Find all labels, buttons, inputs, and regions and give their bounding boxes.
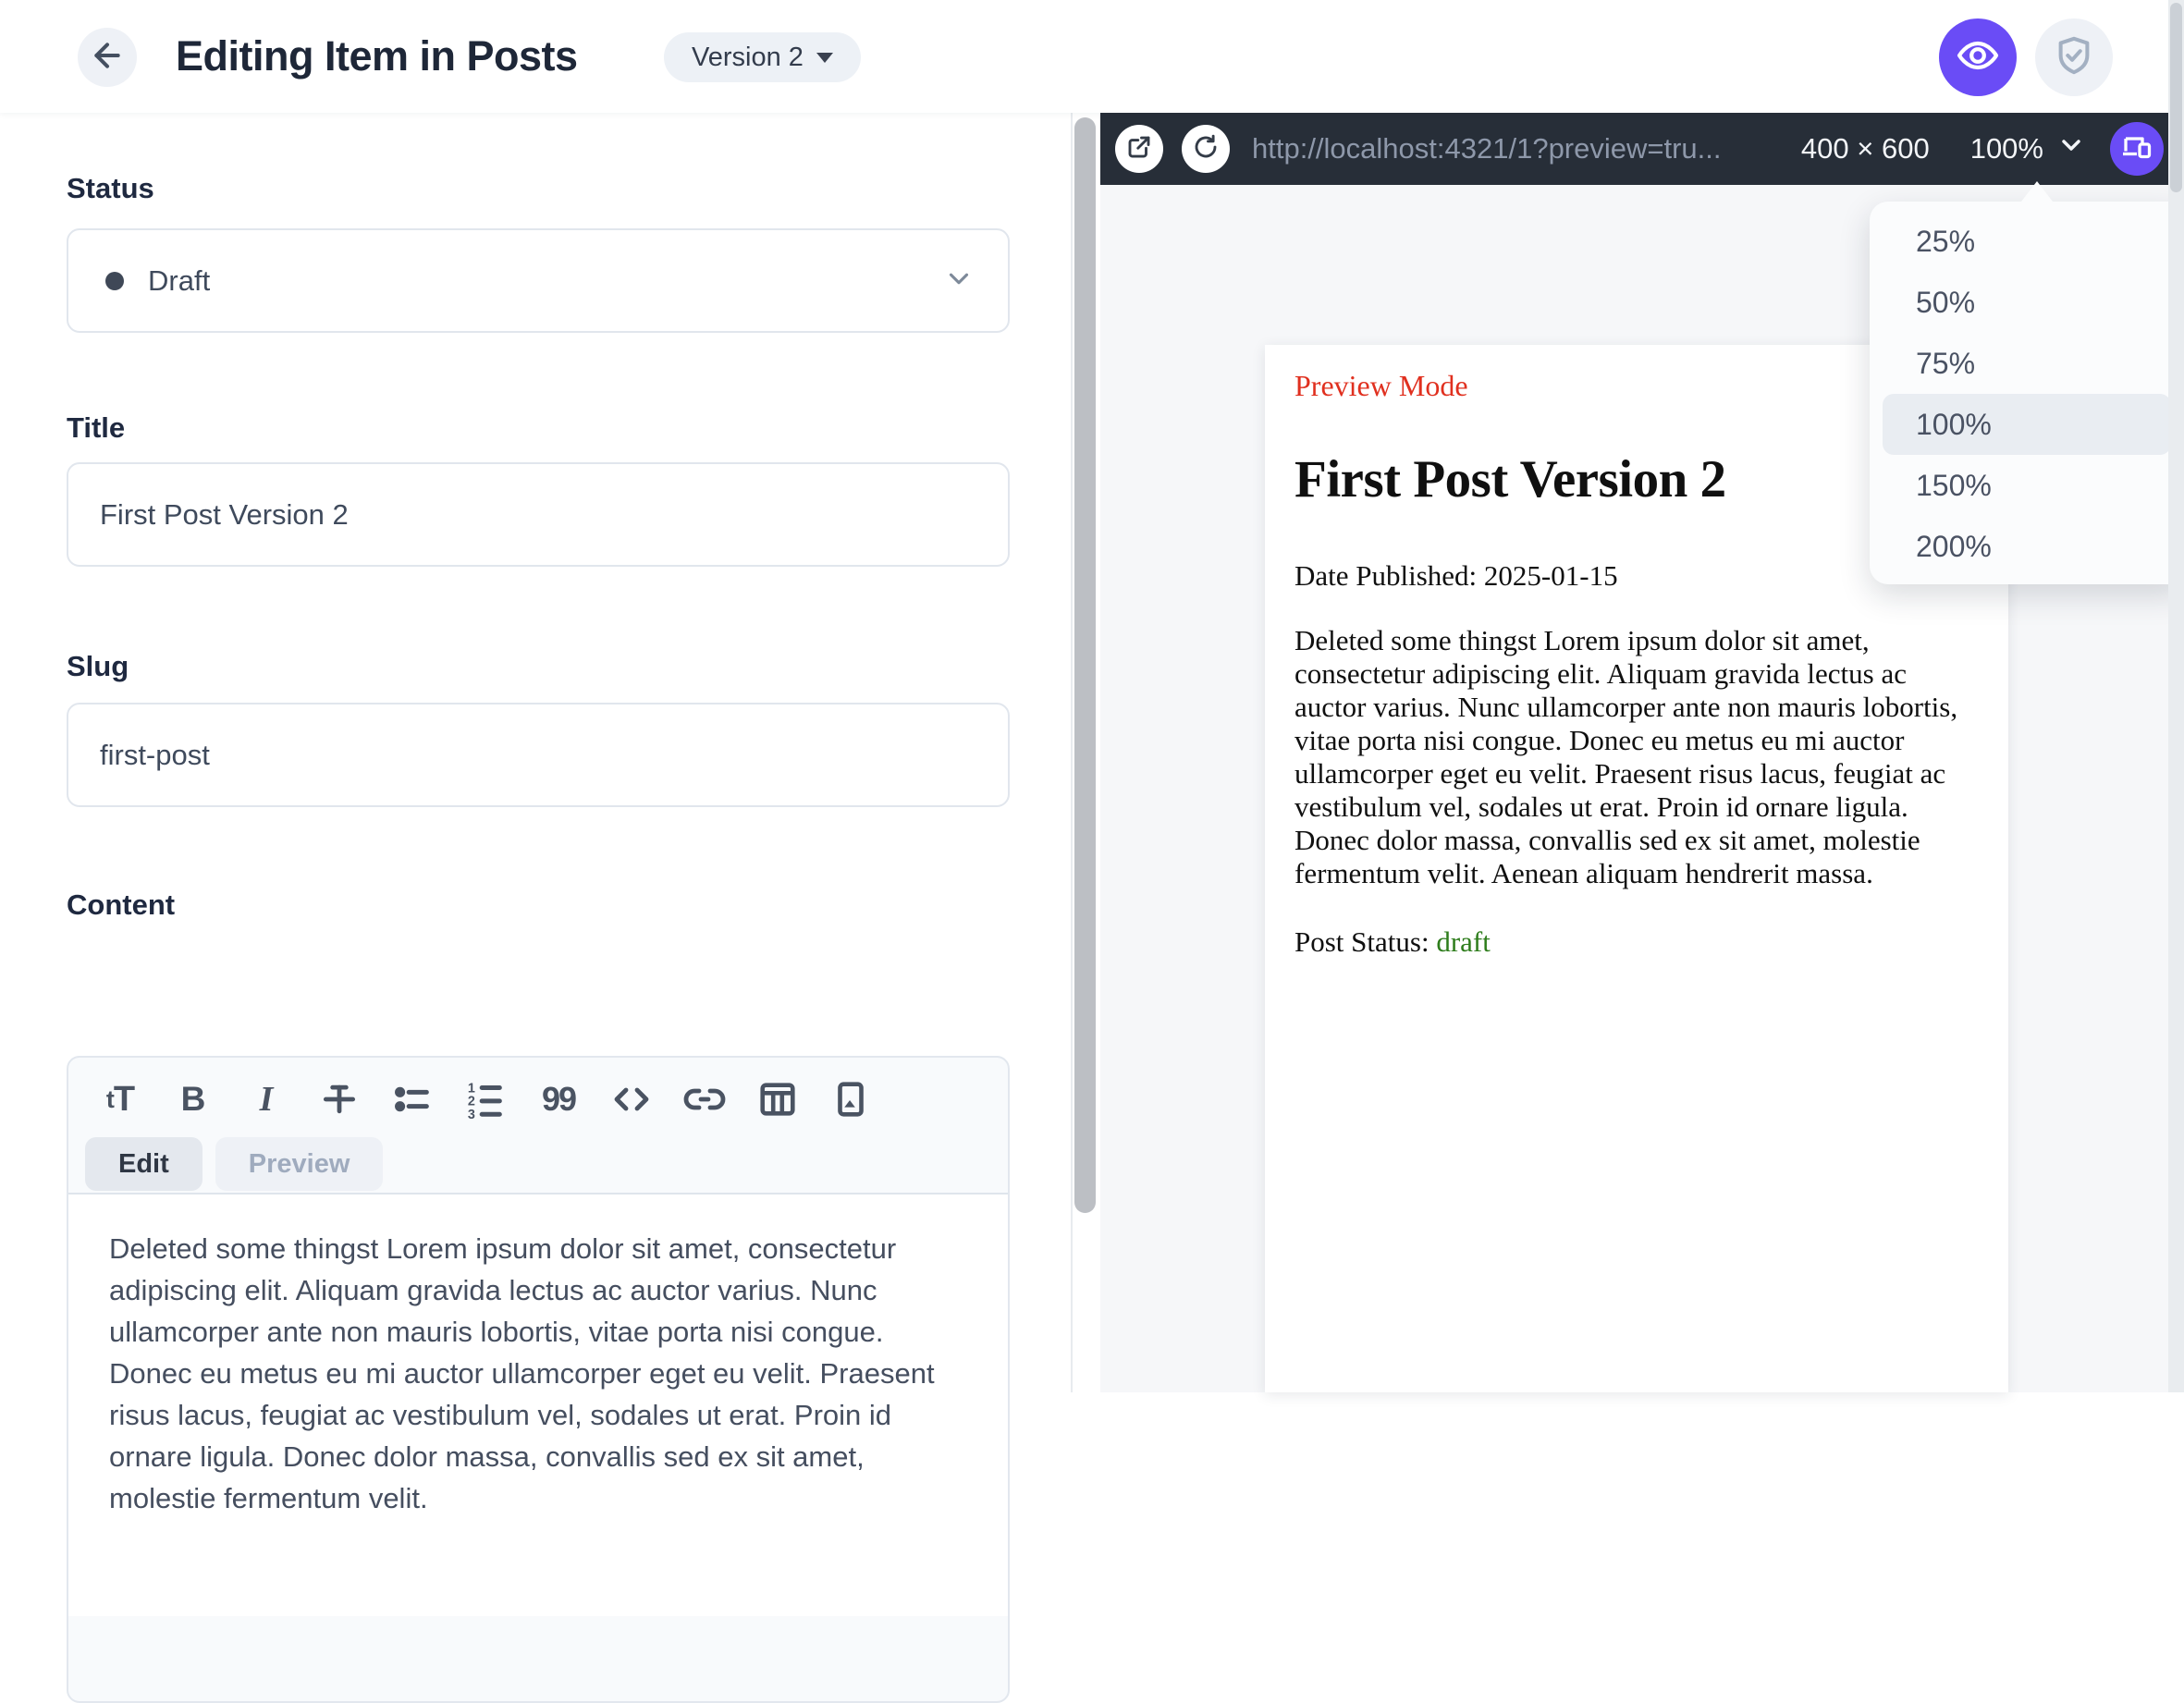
back-button[interactable] bbox=[78, 28, 137, 87]
svg-text:1: 1 bbox=[467, 1081, 475, 1097]
slug-input-value: first-post bbox=[100, 738, 210, 771]
preview-toggle-button[interactable] bbox=[1939, 18, 2017, 96]
content-textarea[interactable]: Deleted some thingst Lorem ipsum dolor sit amet, consectetur adipiscing elit. Aliquam gravida lectus ac auctor varius. Nunc ullamcorper ante non mauris lobortis, vitae porta nisi congue. Donec eu metus eu mi auctor ullamcorper eget eu velit. Praesent risus lacus, feugiat ac vestibulum vel, sodales ut erat. Proin id ornare ligula. Donec dolor massa, convallis sed ex sit amet, molestie fermentum velit. bbox=[68, 1195, 1008, 1616]
form-panel-scrollbar[interactable] bbox=[1074, 117, 1096, 1213]
zoom-option-100[interactable]: 100% bbox=[1883, 394, 2171, 455]
ordered-list-icon[interactable] bbox=[463, 1077, 508, 1121]
chevron-down-icon bbox=[943, 263, 975, 299]
version-label: Version 2 bbox=[692, 42, 804, 72]
preview-mode-banner: Preview Mode bbox=[1294, 369, 1468, 402]
window-scrollbar-thumb[interactable] bbox=[2170, 3, 2182, 192]
preview-toolbar bbox=[1100, 113, 2184, 185]
open-in-new-button[interactable] bbox=[1115, 125, 1163, 173]
title-input-value: First Post Version 2 bbox=[100, 497, 349, 531]
chevron-down-icon bbox=[816, 53, 833, 63]
zoom-menu-caret bbox=[2021, 181, 2053, 202]
preview-status: Post Status: draft bbox=[1294, 925, 1491, 958]
zoom-option-50[interactable]: 50% bbox=[1916, 285, 1976, 319]
arrow-left-icon bbox=[89, 37, 126, 79]
window-scrollbar[interactable] bbox=[2168, 0, 2184, 1392]
eye-icon bbox=[1956, 33, 2000, 82]
zoom-option-75[interactable]: 75% bbox=[1916, 346, 1976, 380]
preview-body: Deleted some thingst Lorem ipsum dolor sit amet, consectetur adipiscing elit. Aliquam gravida lectus ac auctor varius. Nunc ullamcorper ante non mauris lobortis, vitae porta nisi congue. Donec eu metus eu mi auctor ullamcorper eget eu velit. Praesent risus lacus, feugiat ac vestibulum vel, sodales ut erat. Proin id ornare ligula. Donec dolor massa, convallis sed ex sit amet, molestie fermentum velit. Aenean aliquam hendrerit massa. bbox=[1294, 624, 1958, 889]
preview-panel bbox=[1100, 113, 2184, 1392]
bold-icon[interactable]: B bbox=[180, 1080, 206, 1118]
slug-label: Slug bbox=[67, 650, 129, 682]
preview-date: Date Published: 2025-01-15 bbox=[1294, 559, 1618, 592]
editor-tabs bbox=[68, 1132, 1008, 1193]
page-title: Editing Item in Posts bbox=[176, 32, 578, 80]
tab-preview[interactable]: Preview bbox=[215, 1137, 384, 1191]
zoom-select[interactable] bbox=[1970, 130, 2086, 167]
status-value: Draft bbox=[148, 263, 211, 297]
status-dot-icon bbox=[105, 272, 124, 290]
refresh-icon bbox=[1192, 133, 1220, 165]
table-icon[interactable] bbox=[755, 1077, 800, 1121]
strikethrough-icon[interactable] bbox=[317, 1077, 362, 1121]
version-dropdown[interactable] bbox=[664, 32, 861, 82]
app-header bbox=[0, 0, 2184, 113]
viewport-dimensions: 400 × 600 bbox=[1800, 132, 1930, 165]
link-icon[interactable] bbox=[682, 1077, 727, 1121]
preview-heading: First Post Version 2 bbox=[1294, 450, 1726, 508]
status-draft-value: draft bbox=[1436, 925, 1491, 958]
title-input[interactable] bbox=[67, 462, 1010, 567]
status-select[interactable] bbox=[67, 228, 1010, 333]
preview-url[interactable]: http://localhost:4321/1?preview=tru... bbox=[1252, 132, 1722, 165]
devices-icon bbox=[2120, 130, 2153, 168]
zoom-value: 100% bbox=[1969, 132, 2043, 165]
slug-input[interactable] bbox=[67, 703, 1010, 807]
svg-text:3: 3 bbox=[467, 1108, 475, 1121]
shield-check-icon bbox=[2053, 34, 2095, 81]
quote-icon[interactable]: 99 bbox=[541, 1080, 576, 1118]
image-icon[interactable] bbox=[828, 1077, 873, 1121]
code-icon[interactable] bbox=[609, 1077, 654, 1121]
content-editor bbox=[67, 1056, 1010, 1703]
chevron-down-icon bbox=[2056, 130, 2086, 167]
title-label: Title bbox=[67, 411, 126, 444]
zoom-option-25[interactable]: 25% bbox=[1916, 224, 1976, 258]
italic-icon[interactable]: I bbox=[259, 1080, 274, 1119]
content-label: Content bbox=[67, 888, 176, 921]
open-in-new-icon bbox=[1125, 133, 1153, 165]
zoom-option-150[interactable]: 150% bbox=[1916, 468, 1992, 502]
svg-text:2: 2 bbox=[467, 1094, 475, 1109]
edit-form-panel bbox=[0, 113, 1073, 1514]
tab-edit[interactable]: Edit bbox=[85, 1137, 202, 1191]
zoom-option-200[interactable]: 200% bbox=[1916, 529, 1992, 563]
editor-toolbar bbox=[68, 1058, 1008, 1132]
status-label: Status bbox=[67, 172, 154, 204]
refresh-button[interactable] bbox=[1182, 125, 1230, 173]
text-style-icon[interactable]: t T bbox=[105, 1079, 135, 1119]
zoom-menu bbox=[1870, 202, 2184, 584]
bullet-list-icon[interactable] bbox=[390, 1077, 435, 1121]
device-size-button[interactable] bbox=[2110, 122, 2164, 176]
validate-button[interactable] bbox=[2035, 18, 2113, 96]
